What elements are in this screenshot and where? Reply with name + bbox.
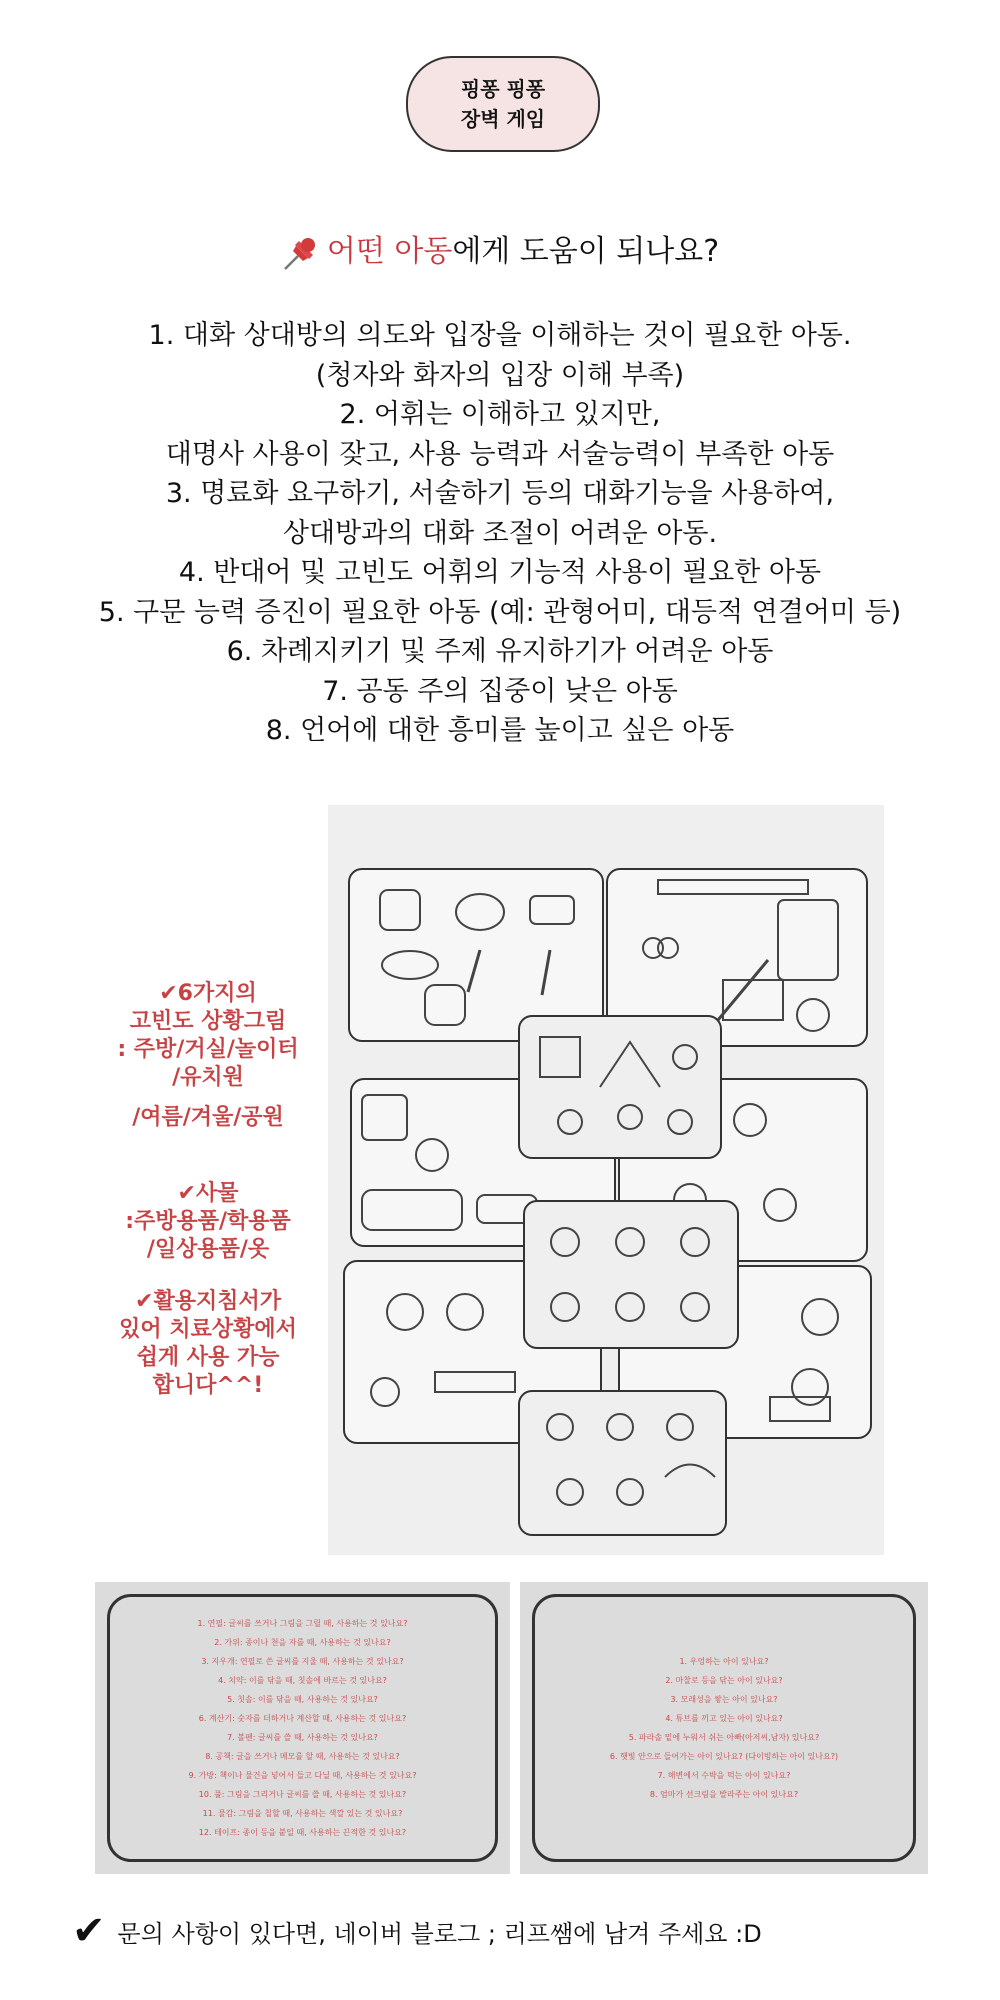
question-sheet-summer: [520, 1582, 928, 1874]
winter-children-drawing: [525, 1202, 737, 1347]
feature-line: 있어 치료상황에서: [119, 1317, 297, 1342]
playground-inner-card: [518, 1015, 722, 1159]
benefit-line: 상대방과의 대화 조절이 어려운 아동.: [282, 517, 718, 549]
question-sheet-school-supplies: [95, 1582, 510, 1874]
game-illustration: [328, 805, 884, 1555]
question-heading: [0, 226, 1000, 273]
feature-line: :주방용품/학용품: [125, 1209, 291, 1234]
question-item: 2. 가위: 종이나 천을 자를 때, 사용하는 것 있나요?: [214, 1638, 391, 1647]
question-item: 1. 연필: 글씨를 쓰거나 그림을 그릴 때, 사용하는 것 있나요?: [197, 1619, 408, 1628]
feature-line: : 주방/거실/놀이터: [117, 1037, 299, 1062]
question-item: 8. 엄마가 선크림을 발라주는 아이 있나요?: [649, 1790, 799, 1799]
question-item: 1. 우엉하는 아이 있나요?: [679, 1657, 769, 1666]
question-item: 3. 모래성을 쌓는 아이 있나요?: [670, 1695, 778, 1704]
feature-line: /일상용품/옷: [146, 1237, 270, 1262]
feature-line: ✔6가지의: [159, 981, 257, 1006]
contact-text: 문의 사항이 있다면, 네이버 블로그 ; 리프쌤에 남겨 주세요 :D: [117, 1919, 762, 1948]
question-card: [107, 1594, 498, 1862]
feature-line: 고빈도 상황그림: [129, 1009, 287, 1034]
question-item: 2. 마찰로 등을 닦는 아이 있나요?: [665, 1676, 783, 1685]
question-item: 12. 테이프: 종이 등을 붙일 때, 사용하는 끈적한 것 있나요?: [198, 1828, 407, 1837]
benefit-list: [0, 316, 1000, 751]
benefit-line: 1. 대화 상대방의 의도와 입장을 이해하는 것이 필요한 아동.: [148, 320, 852, 351]
benefit-line: (청자와 화자의 입장 이해 부족): [315, 359, 685, 391]
feature-notes: [92, 980, 324, 1400]
feature-line: /유치원: [172, 1065, 244, 1090]
benefit-line: 7. 공동 주의 집중이 낮은 아동: [322, 675, 678, 707]
feature-line: /여름/겨울/공원: [132, 1105, 284, 1130]
question-item: 5. 칫솔: 이를 닦을 때, 사용하는 것 있나요?: [227, 1695, 378, 1704]
title-badge: [406, 56, 600, 152]
question-item: 4. 튜브를 끼고 있는 아이 있나요?: [665, 1714, 783, 1723]
benefit-line: 5. 구문 능력 증진이 필요한 아동 (예: 관형어미, 대등적 연결어미 등): [98, 596, 902, 628]
benefit-line: 6. 차례지키기 및 주제 유지하기가 어려운 아동: [226, 636, 774, 667]
question-item: 3. 지우개: 연필로 쓴 글씨를 지울 때, 사용하는 것 있나요?: [201, 1657, 404, 1666]
question-item: 6. 햇빛 안으로 들어가는 아이 있나요? (다이빙하는 아이 있나요?): [609, 1752, 839, 1761]
winter-inner-card: [523, 1200, 739, 1349]
benefit-line: 4. 반대어 및 고빈도 어휘의 기능적 사용이 필요한 아동: [178, 557, 822, 588]
contact-note: [72, 1908, 762, 1954]
title-line-2: 장벽 게임: [460, 107, 546, 131]
question-item: 9. 가방: 책이나 물건을 넣어서 들고 다닐 때, 사용하는 것 있나요?: [188, 1771, 417, 1780]
question-item: 4. 치약: 이를 닦을 때, 칫솔에 바르는 것 있나요?: [218, 1676, 387, 1685]
feature-line: ✔사물: [177, 1181, 239, 1206]
question-accent: 어떤 아동: [326, 234, 453, 269]
feature-line: ✔활용지침서가: [135, 1289, 281, 1314]
question-item: 7. 해변에서 수박을 먹는 아이 있나요?: [657, 1771, 791, 1780]
benefit-line: 3. 명료화 요구하기, 서술하기 등의 대화기능을 사용하여,: [165, 478, 835, 509]
question-item: 7. 볼펜: 글씨를 쓸 때, 사용하는 것 있나요?: [227, 1733, 378, 1742]
title-line-1: 핑퐁 핑퐁: [460, 77, 546, 101]
checkmark-icon: ✔: [72, 1908, 106, 1954]
pushpin-icon: [281, 233, 321, 273]
feature-line: 합니다^^!: [152, 1373, 264, 1398]
playground-children-drawing: [520, 1017, 720, 1157]
question-item: 5. 파라솔 밑에 누워서 쉬는 아빠(아저씨,남자) 있나요?: [628, 1733, 820, 1742]
question-item: 6. 계산기: 숫자를 더하거나 계산할 때, 사용하는 것 있나요?: [198, 1714, 407, 1723]
question-item: 11. 물감: 그림을 칠할 때, 사용하는 색깔 있는 것 있나요?: [202, 1809, 403, 1818]
benefit-line: 8. 언어에 대한 흥미를 높이고 싶은 아동: [265, 715, 735, 746]
feature-line: 쉽게 사용 가능: [136, 1345, 280, 1370]
question-item: 10. 풀: 그림을 그리거나 글씨를 쓸 때, 사용하는 것 있나요?: [198, 1790, 407, 1799]
question-card: [532, 1594, 916, 1862]
summer-inner-card: [518, 1390, 727, 1536]
benefit-line: 대명사 사용이 잦고, 사용 능력과 서술능력이 부족한 아동: [165, 438, 835, 470]
summer-children-drawing: [520, 1392, 725, 1534]
question-text: 에게 도움이 되나요?: [452, 234, 720, 269]
benefit-line: 2. 어휘는 이해하고 있지만,: [339, 399, 661, 430]
question-item: 8. 공책: 글을 쓰거나 메모를 할 때, 사용하는 것 있나요?: [205, 1752, 400, 1761]
